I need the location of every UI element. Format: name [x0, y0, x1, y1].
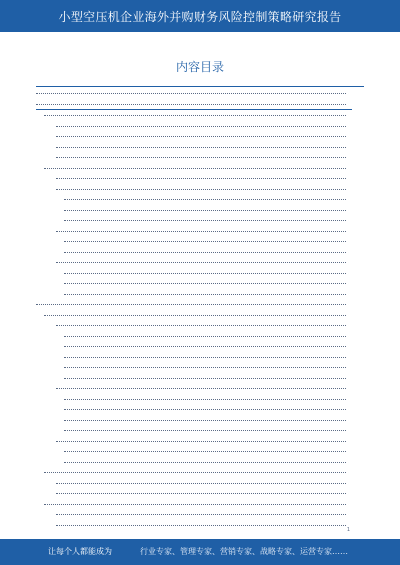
toc-leader — [64, 357, 346, 358]
toc-entry — [36, 99, 352, 111]
toc-entry — [36, 394, 352, 405]
toc-leader — [64, 378, 346, 379]
toc-entry — [36, 352, 352, 363]
toc-leader — [56, 388, 346, 389]
toc-entry — [36, 478, 352, 489]
toc-leader — [64, 252, 346, 253]
toc-leader — [36, 93, 346, 94]
toc-entry — [36, 184, 352, 195]
toc-entry — [36, 457, 352, 468]
toc-leader — [64, 420, 346, 421]
toc-leader — [56, 262, 346, 263]
toc-entry — [36, 320, 352, 331]
toc-entry — [36, 131, 352, 142]
footer-slogan: 让每个人都能成为 — [48, 547, 112, 556]
toc-entry — [36, 467, 352, 478]
toc-entry — [36, 488, 352, 499]
toc-entry — [36, 205, 352, 216]
toc-entry — [36, 509, 352, 520]
toc-leader — [56, 178, 346, 179]
toc-leader — [64, 451, 346, 452]
toc-leader — [64, 430, 346, 431]
toc-leader — [64, 346, 346, 347]
toc-leader — [64, 273, 346, 274]
toc-entry — [36, 310, 352, 321]
toc-entry — [36, 226, 352, 237]
toc-leader — [44, 168, 346, 169]
toc-entry — [36, 278, 352, 289]
toc-leader — [64, 367, 346, 368]
toc-leader — [64, 462, 346, 463]
toc-entry — [36, 299, 352, 310]
report-title: 小型空压机企业海外并购财务风险控制策略研究报告 — [58, 10, 342, 24]
toc-leader — [64, 294, 346, 295]
toc-entry — [36, 383, 352, 394]
toc-entry — [36, 520, 352, 531]
toc-leader — [56, 147, 346, 148]
toc-entry — [36, 194, 352, 205]
toc-leader — [64, 210, 346, 211]
table-of-contents — [36, 88, 352, 530]
report-footer — [0, 539, 400, 565]
toc-entry — [36, 436, 352, 447]
toc-entry — [36, 236, 352, 247]
toc-entry — [36, 331, 352, 342]
toc-leader — [56, 493, 346, 494]
toc-leader — [56, 483, 346, 484]
toc-leader — [36, 104, 346, 105]
toc-leader — [56, 189, 346, 190]
toc-title: 内容目录 — [175, 60, 224, 74]
toc-leader — [56, 525, 346, 526]
toc-leader — [64, 336, 346, 337]
toc-entry — [36, 215, 352, 226]
report-header — [0, 0, 400, 32]
toc-entry — [36, 446, 352, 457]
toc-entry — [36, 268, 352, 279]
toc-leader — [44, 315, 346, 316]
toc-leader — [64, 199, 346, 200]
toc-entry — [36, 121, 352, 132]
toc-entry — [36, 425, 352, 436]
toc-leader — [36, 304, 346, 305]
toc-entry — [36, 142, 352, 153]
footer-tagline: 行业专家、管理专家、营销专家、战略专家、运营专家…… — [140, 547, 348, 556]
toc-entry — [36, 173, 352, 184]
toc-leader — [56, 514, 346, 515]
toc-entry — [36, 499, 352, 510]
toc-entry — [36, 415, 352, 426]
toc-leader — [56, 441, 346, 442]
toc-leader — [56, 126, 346, 127]
toc-leader — [64, 220, 346, 221]
toc-leader — [44, 504, 346, 505]
toc-leader — [44, 472, 346, 473]
toc-entry — [36, 247, 352, 258]
toc-leader — [56, 136, 346, 137]
toc-entry — [36, 163, 352, 174]
toc-entry — [36, 88, 352, 99]
toc-leader — [64, 409, 346, 410]
toc-leader — [56, 157, 346, 158]
toc-entry — [36, 404, 352, 415]
toc-leader — [64, 399, 346, 400]
toc-leader — [56, 325, 346, 326]
toc-entry — [36, 152, 352, 163]
toc-leader — [56, 231, 346, 232]
toc-entry — [36, 373, 352, 384]
toc-divider — [36, 86, 364, 87]
toc-entry — [36, 341, 352, 352]
page-number: 1 — [346, 527, 350, 533]
toc-entry — [36, 257, 352, 268]
toc-leader — [64, 241, 346, 242]
toc-entry — [36, 362, 352, 373]
toc-leader — [64, 283, 346, 284]
toc-leader — [44, 115, 346, 116]
toc-entry — [36, 110, 352, 121]
toc-entry — [36, 289, 352, 300]
